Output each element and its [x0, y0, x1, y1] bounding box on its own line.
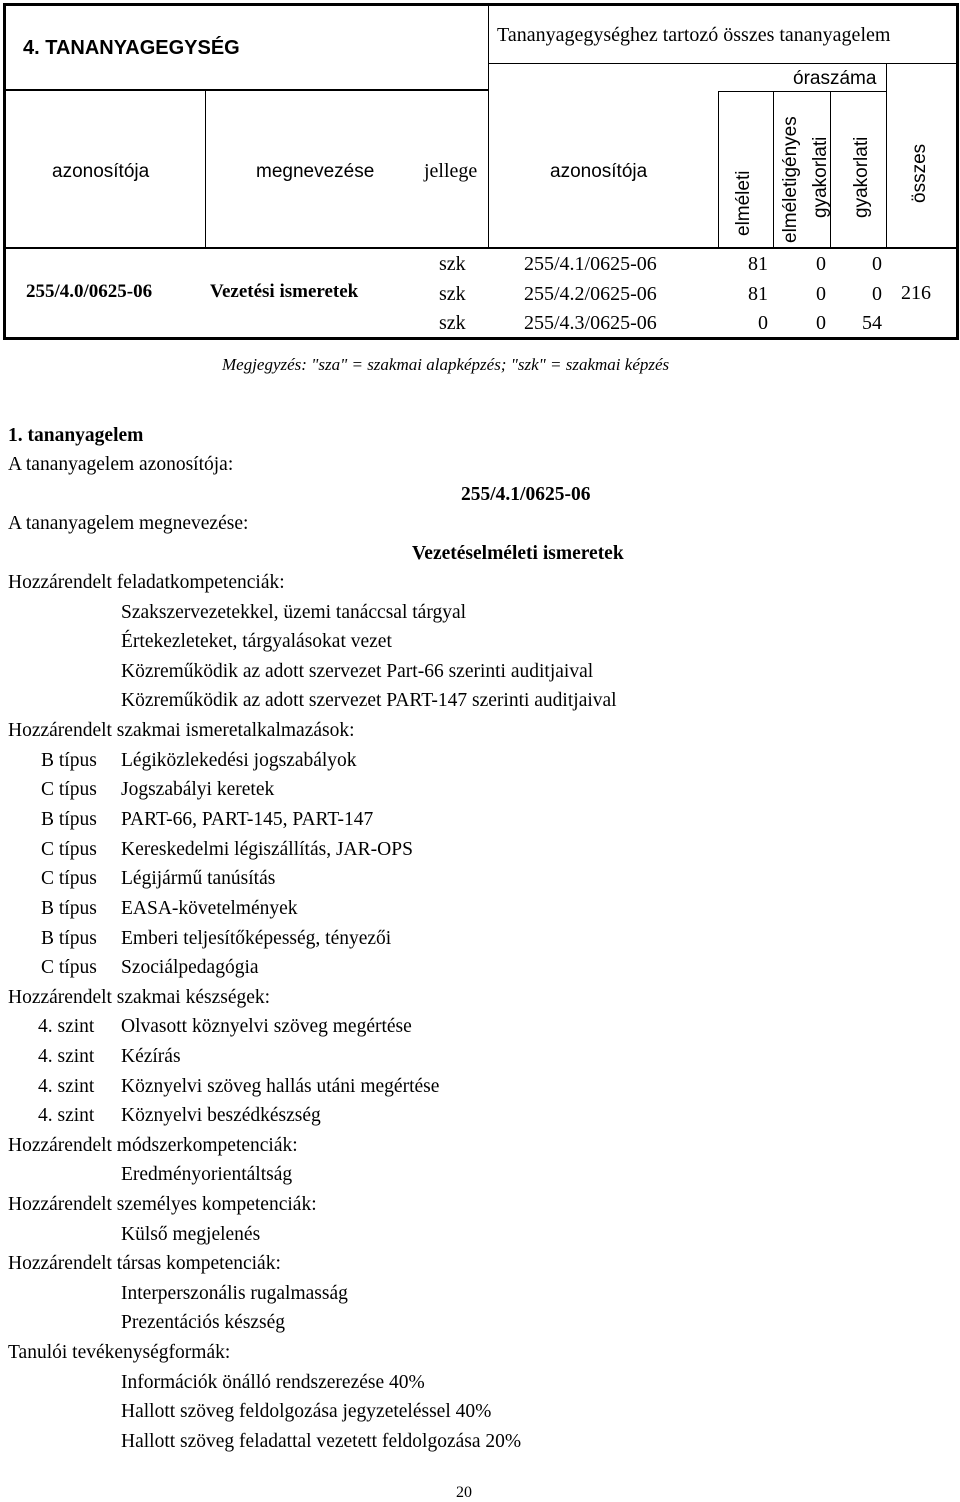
col-megnevezese: megnevezése: [256, 161, 375, 182]
row-id: 255/4.2/0625-06: [524, 283, 657, 305]
ismeret-text: Jogszabályi keretek: [121, 779, 275, 800]
table-line: [205, 91, 206, 247]
keszseg-level: 4. szint: [38, 1016, 95, 1037]
szemelyes-item: Külső megjelenés: [121, 1224, 261, 1245]
row-elmgy: 0: [816, 312, 826, 334]
col-gyakorlati: gyakorlati: [851, 136, 872, 218]
ismeret-type: B típus: [41, 928, 97, 949]
ismeret-text: EASA-követelmények: [121, 898, 298, 919]
ismeret-text: Szociálpedagógia: [121, 957, 259, 978]
keszseg-level: 4. szint: [38, 1076, 95, 1097]
col-elem-azonositoja: azonosítója: [550, 161, 648, 182]
ismeret-text: Légiközlekedési jogszabályok: [121, 750, 357, 771]
keszseg-text: Olvasott köznyelvi szöveg megértése: [121, 1016, 412, 1037]
feladat-label: Hozzárendelt feladatkompetenciák:: [8, 572, 285, 593]
tarsas-label: Hozzárendelt társas kompetenciák:: [8, 1253, 281, 1274]
ismeret-text: Kereskedelmi légiszállítás, JAR-OPS: [121, 839, 413, 860]
ismeret-type: C típus: [41, 957, 97, 978]
note: Megjegyzés: "sza" = szakmai alapképzés; "szk" = szakmai képzés: [222, 355, 670, 374]
unit-header: 4. TANANYAGEGYSÉG: [23, 37, 240, 59]
table-border-left: [3, 3, 6, 340]
keszseg-text: Kézírás: [121, 1046, 181, 1067]
row-elmeleti: 81: [748, 283, 768, 305]
feladat-item: Értekezleteket, tárgyalásokat vezet: [121, 631, 392, 652]
table-line: [718, 91, 886, 92]
oraszama-header: óraszáma: [793, 68, 877, 89]
table-line: [718, 91, 719, 249]
keszseg-level: 4. szint: [38, 1046, 95, 1067]
row-jelleg: szk: [439, 253, 466, 275]
table-border-right: [956, 3, 959, 340]
ismeret-type: C típus: [41, 868, 97, 889]
tevekenyseg-item: Információk önálló rendszerezése 40%: [121, 1372, 425, 1393]
ismeret-type: B típus: [41, 898, 97, 919]
row-id: 255/4.3/0625-06: [524, 312, 657, 334]
ismeret-type: C típus: [41, 779, 97, 800]
modszer-item: Eredményorientáltság: [121, 1164, 293, 1185]
id-value: 255/4.1/0625-06: [461, 484, 591, 505]
row-elmeleti: 81: [748, 253, 768, 275]
ismeret-text: Emberi teljesítőképesség, tényezői: [121, 928, 392, 949]
ismeret-type: B típus: [41, 809, 97, 830]
table-line: [488, 63, 959, 64]
feladat-item: Közreműködik az adott szervezet Part-66 szerinti auditjaival: [121, 661, 594, 682]
keszseg-level: 4. szint: [38, 1105, 95, 1126]
table-line: [773, 91, 774, 249]
total-hours: 216: [901, 282, 931, 304]
group-header: Tananyagegységhez tartozó összes tananyagelem: [497, 24, 891, 46]
row-gyakorlati: 0: [872, 253, 882, 275]
keszseg-text: Köznyelvi szöveg hallás utáni megértése: [121, 1076, 440, 1097]
row-gyakorlati: 0: [872, 283, 882, 305]
table-line: [886, 63, 887, 249]
col-elmeletigenyes-2: gyakorlati: [810, 136, 831, 218]
ismeret-type: C típus: [41, 839, 97, 860]
row-elmgy: 0: [816, 283, 826, 305]
col-jellege: jellege: [424, 160, 478, 182]
col-elmeleti: elméleti: [733, 170, 754, 236]
ismeret-type: B típus: [41, 750, 97, 771]
page-number: 20: [456, 1484, 472, 1501]
row-jelleg: szk: [439, 283, 466, 305]
element-heading: 1. tananyagelem: [8, 425, 144, 446]
col-azonositoja: azonosítója: [52, 161, 150, 182]
col-osszes: összes: [909, 143, 930, 203]
keszseg-text: Köznyelvi beszédkészség: [121, 1105, 321, 1126]
table-line: [3, 247, 959, 249]
row-gyakorlati: 54: [862, 312, 882, 334]
szemelyes-label: Hozzárendelt személyes kompetenciák:: [8, 1194, 317, 1215]
ismeret-text: Légijármű tanúsítás: [121, 868, 276, 889]
table-border-top: [3, 3, 959, 6]
name-label: A tananyagelem megnevezése:: [8, 513, 249, 534]
col-elmeletigenyes-1: elméletigényes: [780, 116, 801, 243]
table-border-bottom: [3, 337, 959, 340]
table-line: [3, 89, 488, 91]
row-id: 255/4.1/0625-06: [524, 253, 657, 275]
id-label: A tananyagelem azonosítója:: [8, 454, 234, 475]
row-elmgy: 0: [816, 253, 826, 275]
table-line: [488, 3, 489, 249]
curriculum-table: [3, 3, 959, 340]
tevekenyseg-item: Hallott szöveg feladattal vezetett feldolgozása 20%: [121, 1431, 522, 1452]
ismeret-label: Hozzárendelt szakmai ismeretalkalmazások:: [8, 720, 355, 741]
tevekenyseg-label: Tanulói tevékenységformák:: [8, 1342, 231, 1363]
row-jelleg: szk: [439, 312, 466, 334]
unit-name: Vezetési ismeretek: [210, 281, 359, 302]
ismeret-text: PART-66, PART-145, PART-147: [121, 809, 374, 830]
feladat-item: Közreműködik az adott szervezet PART-147 szerinti auditjaival: [121, 690, 617, 711]
keszseg-label: Hozzárendelt szakmai készségek:: [8, 987, 271, 1008]
tarsas-item: Prezentációs készség: [121, 1312, 286, 1333]
row-elmeleti: 0: [758, 312, 768, 334]
modszer-label: Hozzárendelt módszerkompetenciák:: [8, 1135, 298, 1156]
unit-id: 255/4.0/0625-06: [26, 281, 153, 302]
tarsas-item: Interperszonális rugalmasság: [121, 1283, 348, 1304]
tevekenyseg-item: Hallott szöveg feldolgozása jegyzeteléssel 40%: [121, 1401, 492, 1422]
feladat-item: Szakszervezetekkel, üzemi tanáccsal tárgyal: [121, 602, 467, 623]
name-value: Vezetéselméleti ismeretek: [412, 543, 624, 564]
